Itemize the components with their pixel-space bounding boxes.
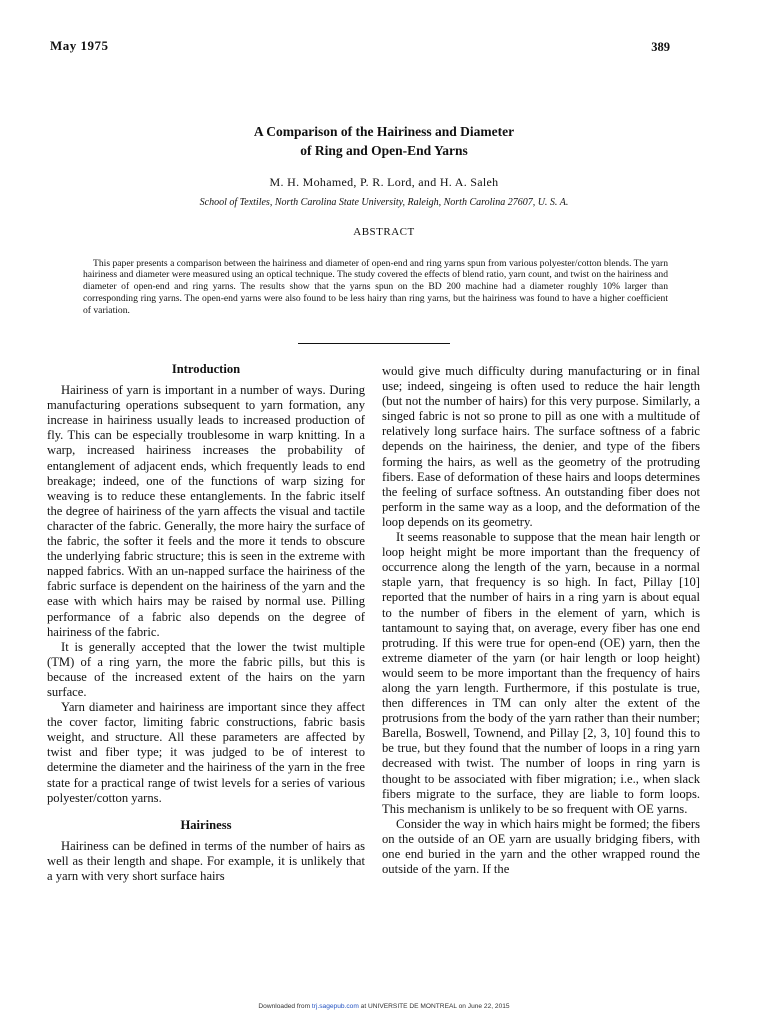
footer-source-link[interactable]: trj.sagepub.com bbox=[311, 1003, 359, 1010]
footer-prefix: Downloaded from bbox=[258, 1003, 312, 1010]
download-footer bbox=[0, 1003, 768, 1010]
body-paragraph: Hairiness can be defined in terms of the number of hairs as well as their length and shape. For example, it is unlikely that a yarn with very short surface hairs bbox=[47, 838, 365, 883]
body-paragraph: Hairiness of yarn is important in a number of ways. During manufacturing operations subsequent to yarn formation, any increase in hairiness usually leads to increased production of fly. This can be especially troublesome in warp knitting. In a warp, increased hairiness increases the probability of entanglement of adjacent ends, which frequently leads to end breakage; indeed, one of the functions of warp sizing for weaving is to reduce these entanglements. In the fabric itself the degree of hairiness of the yarn affects the visual and tactile character of the fabric. Generally, the more hairy the surface of the fabric, the softer it feels and the more it tends to obscure the underlying fabric structure; this is seen in the extreme with napped fabrics. With an un-napped surface the hairiness of the fabric surface is dependent on the hairiness of the yarn and the ease with which hairs may be raised by normal use. Pilling performance of a fabric also depends on the degree of hairiness of the fabric. bbox=[47, 383, 365, 639]
author-list: M. H. Mohamed, P. R. Lord, and H. A. Saleh bbox=[269, 175, 499, 189]
title-line-1: A Comparison of the Hairiness and Diameter bbox=[253, 124, 515, 139]
article-title bbox=[0, 122, 768, 160]
left-column bbox=[47, 362, 365, 884]
running-header-date: May 1975 bbox=[50, 38, 109, 53]
introduction-heading: Introduction bbox=[171, 362, 241, 376]
abstract-heading: ABSTRACT bbox=[353, 226, 415, 238]
hairiness-heading: Hairiness bbox=[180, 817, 232, 832]
body-paragraph: Yarn diameter and hairiness are important since they affect the cover factor, limiting fabric constructions, fabric basis weight, and structure. All these parameters are affected by twist and fiber type; it was judged to be of interest to determine the diameter and the hairiness of the yarn in the free state for a practical range of twist levels for a series of various polyester/cotton yarns. bbox=[47, 700, 365, 805]
title-line-2: of Ring and Open-End Yarns bbox=[300, 143, 468, 158]
body-paragraph: It is generally accepted that the lower the twist multiple (TM) of a ring yarn, the more the fabric pills, but this is because of the increased extent of the hairs on the yarn surface. bbox=[47, 639, 365, 699]
footer-suffix: at UNIVERSITE DE MONTREAL on June 22, 2015 bbox=[358, 1003, 510, 1010]
body-paragraph: Consider the way in which hairs might be formed; the fibers on the outside of an OE yarn are usually bridging fibers, with one end buried in the yarn and the other wrapped round the outside of the yarn. If the bbox=[382, 816, 700, 877]
right-column bbox=[382, 364, 700, 877]
section-divider bbox=[298, 343, 450, 344]
author-affiliation: School of Textiles, North Carolina State University, Raleigh, North Carolina 27607, U. S. A. bbox=[199, 197, 569, 208]
body-paragraph: would give much difficulty during manufacturing or in final use; indeed, singeing is often used to reduce the hair length (but not the number of hairs) for this very purpose. Similarly, a singed fabric is not so prone to pill as one with a multitude of relatively long surface hairs. The surface softness of a fabric depends on the hairiness, the denier, and type of the fibers forming the hairs, as well as the geometry of the protruding fibers. Ease of deformation of these hairs and loops determines the feeling of surface softness. An outstanding fiber does not perform in the same way as a loop, and the deformation of the loop depends on its geometry. bbox=[382, 364, 700, 529]
body-paragraph: It seems reasonable to suppose that the mean hair length or loop height might be more important than the frequency of occurrence along the length of the yarn, because in a normal staple yarn, that frequency is so high. In fact, Pillay [10] reported that the number of hairs in a ring yarn is about equal to the number of fibers in the element of yarn, which is tantamount to saying that, on average, every fiber has one end protruding. If this were true for open-end (OE) yarn, then the extreme diameter of the yarn (or hair length or loop height) would seem to be more important than the frequency of hairs along the yarn length. Furthermore, if this postulate is true, then differences in TM can only alter the extent of the protrusions from the body of the yarn rather than their number; Barella, Boswell, Townend, and Pillay [2, 3, 10] found this to be true, but they found that the number of loops in a ring yarn decreased with twist. The number of loops in ring yarn is thought to be associated with fiber migration; i.e., when slack fibers migrate to the surface, they are liable to form loops. This mechanism is unlikely to be so frequent with OE yarns. bbox=[382, 530, 700, 816]
abstract-text: This paper presents a comparison between the hairiness and diameter of open-end and ring yarns spun from various polyester/cotton blends. The yarn hairiness and diameter were measured using an optical technique. The study covered the effects of blend ratio, yarn count, and twist on the hairiness and diameter of open-end and ring yarns. The results show that the yarns spun on the BD 200 machine had a diameter roughly 10% larger than corresponding ring yarns. The open-end yarns were also found to be less hairy than ring yarns, but the hairiness was found to have a higher coefficient of variation. bbox=[83, 257, 668, 316]
page-number: 389 bbox=[651, 40, 670, 54]
